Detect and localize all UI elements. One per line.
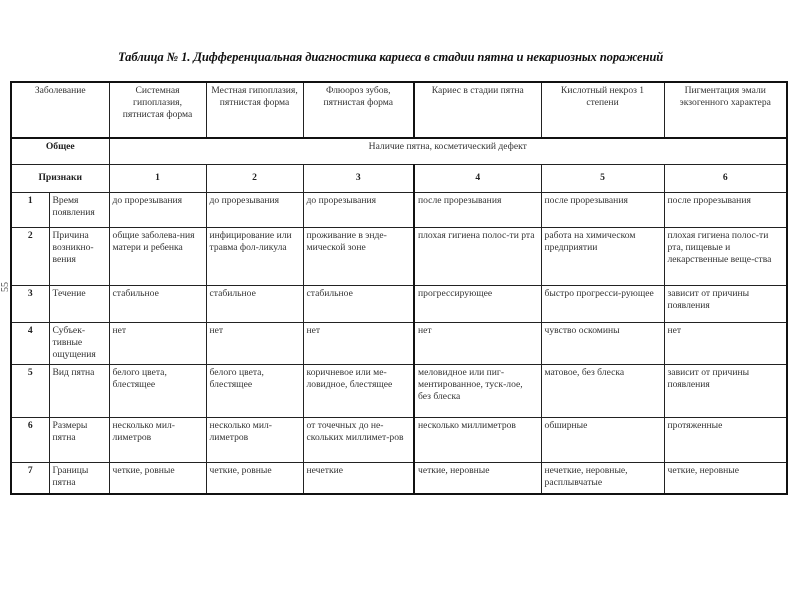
row-cell: нет — [664, 322, 787, 364]
row-cell: быстро прогресси-рующее — [541, 285, 664, 322]
row-cell: плохая гигиена полос-ти рта, пищевые и лекарственные веще-ства — [664, 227, 787, 285]
table-row — [11, 227, 787, 285]
row-cell: коричневое или ме-ловидное, блестящее — [303, 364, 414, 417]
header-disease-label: Заболевание — [11, 82, 109, 138]
row-cell: четкие, ровные — [206, 462, 303, 494]
row-cell: нет — [414, 322, 541, 364]
row-label: Вид пятна — [49, 364, 109, 417]
common-label: Общее — [11, 138, 109, 164]
row-cell: до прорезывания — [303, 192, 414, 227]
row-label: Течение — [49, 285, 109, 322]
row-cell: протяженные — [664, 417, 787, 462]
table-row — [11, 364, 787, 417]
row-cell: плохая гигиена полос-ти рта — [414, 227, 541, 285]
row-cell: зависит от причины появления — [664, 364, 787, 417]
row-number: 4 — [11, 322, 49, 364]
row-cell: белого цвета, блестящее — [109, 364, 206, 417]
header-column: Местная гипоплазия, пятнистая форма — [206, 82, 303, 138]
row-cell: обширные — [541, 417, 664, 462]
row-cell: нет — [303, 322, 414, 364]
row-cell: проживание в энде-мической зоне — [303, 227, 414, 285]
row-label: Размеры пятна — [49, 417, 109, 462]
table-row — [11, 322, 787, 364]
row-cell: нет — [109, 322, 206, 364]
signs-number: 6 — [664, 164, 787, 192]
row-label: Время появления — [49, 192, 109, 227]
row-label: Субъек-тивные ощущения — [49, 322, 109, 364]
row-cell: нечеткие — [303, 462, 414, 494]
row-cell: стабильное — [109, 285, 206, 322]
row-cell: матовое, без блеска — [541, 364, 664, 417]
row-number: 6 — [11, 417, 49, 462]
row-cell: нет — [206, 322, 303, 364]
table-row — [11, 417, 787, 462]
row-cell: после прорезывания — [414, 192, 541, 227]
row-cell: после прорезывания — [541, 192, 664, 227]
header-column: Кислотный некроз 1 степени — [541, 82, 664, 138]
common-row — [11, 138, 787, 164]
signs-row — [11, 164, 787, 192]
row-cell: до прорезывания — [206, 192, 303, 227]
page-side-mark: 55 — [0, 282, 11, 292]
row-cell: четкие, ровные — [109, 462, 206, 494]
table-row — [11, 192, 787, 227]
signs-number: 2 — [206, 164, 303, 192]
row-label: Причина возникно-вения — [49, 227, 109, 285]
signs-label: Признаки — [11, 164, 109, 192]
common-value: Наличие пятна, косметический дефект — [109, 138, 787, 164]
row-cell: зависит от причины появления — [664, 285, 787, 322]
row-cell: чувство оскомины — [541, 322, 664, 364]
header-row — [11, 82, 787, 138]
table-body — [11, 192, 787, 494]
row-label: Границы пятна — [49, 462, 109, 494]
row-cell: меловидное или пиг-ментированное, туск-лое, без блеска — [414, 364, 541, 417]
row-cell: прогрессирующее — [414, 285, 541, 322]
signs-number: 1 — [109, 164, 206, 192]
row-cell: стабильное — [303, 285, 414, 322]
row-cell: белого цвета, блестящее — [206, 364, 303, 417]
header-column: Флюороз зубов, пятнистая форма — [303, 82, 414, 138]
row-number: 3 — [11, 285, 49, 322]
row-cell: стабильное — [206, 285, 303, 322]
signs-number: 3 — [303, 164, 414, 192]
row-cell: от точечных до не-скольких миллимет-ров — [303, 417, 414, 462]
row-number: 2 — [11, 227, 49, 285]
row-number: 1 — [11, 192, 49, 227]
header-column: Пигментация эмали экзогенного характера — [664, 82, 787, 138]
row-cell: работа на химическом предприятии — [541, 227, 664, 285]
diagnosis-table — [10, 81, 788, 495]
row-cell: несколько мил-лиметров — [206, 417, 303, 462]
signs-number: 5 — [541, 164, 664, 192]
signs-number: 4 — [414, 164, 541, 192]
header-column: Кариес в стадии пятна — [414, 82, 541, 138]
row-cell: несколько миллиметров — [414, 417, 541, 462]
row-number: 5 — [11, 364, 49, 417]
row-cell: нечеткие, неровные, расплывчатые — [541, 462, 664, 494]
row-cell: четкие, неровные — [664, 462, 787, 494]
row-cell: до прорезывания — [109, 192, 206, 227]
table-row — [11, 462, 787, 494]
table-row — [11, 285, 787, 322]
row-cell: несколько мил-лиметров — [109, 417, 206, 462]
row-cell: общие заболева-ния матери и ребенка — [109, 227, 206, 285]
row-number: 7 — [11, 462, 49, 494]
row-cell: инфицирование или травма фол-ликула — [206, 227, 303, 285]
row-cell: после прорезывания — [664, 192, 787, 227]
table-title: Таблица № 1. Дифференциальная диагностика кариеса в стадии пятна и некариозных поражений — [118, 50, 664, 64]
row-cell: четкие, неровные — [414, 462, 541, 494]
header-column: Системная гипоплазия, пятнистая форма — [109, 82, 206, 138]
